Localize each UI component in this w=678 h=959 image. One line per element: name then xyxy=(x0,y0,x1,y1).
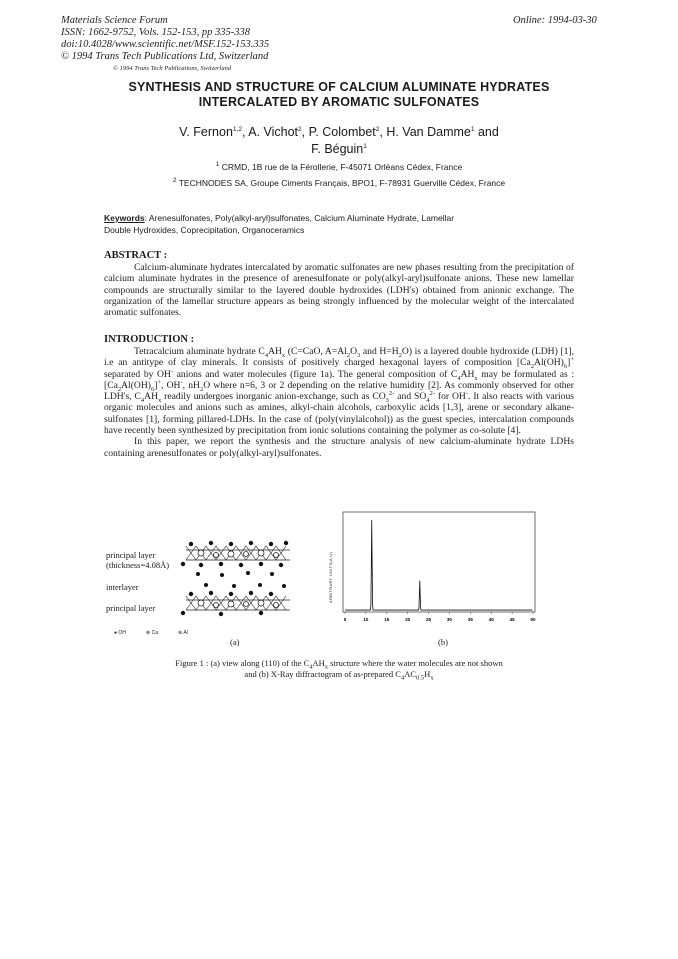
affiliation-1: $^1$ CRMD, 1B rue de la Férollerie, F-45071 Orléans Cédex, France xyxy=(215,161,463,172)
x-tick-label-30: 30 xyxy=(446,617,452,622)
keywords-label: Keywords xyxy=(104,213,145,223)
x-tick-label-5: 5 xyxy=(343,617,347,622)
abstract-heading: ABSTRACT : xyxy=(104,250,168,261)
x-tick-label-35: 35 xyxy=(467,617,473,622)
label-principal-layer-2: principal layer xyxy=(106,603,156,613)
affiliation-2: $^2$ TECHNODES SA, Groupe Ciments Français, BPO1, F-78931 Guerville Cédex, France xyxy=(172,177,506,188)
authors-line-2: F. Béguin$^1$ xyxy=(311,142,367,156)
figure-caption xyxy=(100,658,578,680)
title-line-2: INTERCALATED BY AROMATIC SULFONATES xyxy=(198,94,480,109)
legend-ca: ⊗ Ca xyxy=(146,630,158,636)
original-copyright: © 1994 Trans Tech Publications, Switzerland xyxy=(113,65,232,72)
x-tick-label-15: 15 xyxy=(384,617,390,622)
label-principal-layer: principal layer xyxy=(106,550,156,560)
legend-al: ⊛ Al xyxy=(178,630,188,636)
authors xyxy=(60,124,618,158)
x-tick-label-20: 20 xyxy=(405,617,411,622)
doi-line: doi:10.4028/www.scientific.net/MSF.152-153.335 xyxy=(61,39,270,50)
structure-schematic xyxy=(178,538,302,618)
paper-title xyxy=(60,80,618,109)
series-line xyxy=(345,520,533,610)
intro-paragraph-2: In this paper, we report the synthesis and the structure analysis of new calcium-aluminate hydrate LDHs containing arenesulfonates or poly(alkyl-aryl)sulfonates. xyxy=(104,436,574,459)
chart-ylabel: ARBITRARY UNITS(A.U) xyxy=(328,551,333,603)
title-line-1: SYNTHESIS AND STRUCTURE OF CALCIUM ALUMINATE HYDRATES xyxy=(128,80,550,94)
interlayer-ions xyxy=(196,571,286,588)
panel-a-label: (a) xyxy=(230,637,240,647)
x-tick-label-50: 50 xyxy=(530,617,536,622)
legend-oh: ● OH xyxy=(114,630,126,636)
introduction-body xyxy=(104,346,574,459)
keywords-line-2: Double Hydroxides, Coprecipitation, Organoceramics xyxy=(104,224,305,235)
publisher-line: © 1994 Trans Tech Publications Ltd, Switzerland xyxy=(61,51,269,62)
introduction-heading: INTRODUCTION : xyxy=(104,334,195,345)
panel-b-label: (b) xyxy=(438,637,448,647)
label-interlayer: interlayer xyxy=(106,582,139,592)
caption-line-1: Figure 1 : (a) view along (110) of the $C_4AH_x$ structure where the water molecules are not shown xyxy=(175,658,503,671)
x-tick-labels xyxy=(344,617,536,622)
x-tick-label-40: 40 xyxy=(488,617,494,622)
keywords: Keywords: Arenesulfonates, Poly(alkyl-aryl)sulfonates, Calcium Aluminate Hydrate, Lamellar Double Hydroxides, Coprecipitation, Organoceramics xyxy=(104,213,574,236)
intro-paragraph-1: Tetracalcium aluminate hydrate $C_4AH_x$ (C=CaO, $A=Al_2O_3$ and $H=H_2O$) is a layered double hydroxide (LDH) [1], i.e an antitype of clay minerals. It consists of positively charged hexagonal layers of composition $[Ca_2Al(OH)_6]^+$ separated by OH- anions and water molecules (figure 1a). The general composition of $C_4AH_x$ may be formulated as : $[Ca_2Al(OH)_6]^+$, OH-, $nH_2O$ where n=6, 3 or 2 depending on the relative humidity [2]. As commonly observed for other LDH's, $C_4AH_x$ readily undergoes inorganic anion-exchange, such as $CO_3^{2-}$ and $SO_4^{2-}$ for OH-. It also reacts with various organic molecules and anions such as amines, alkyl-chain alcohols, carboxylic acids [1,3], arene or secondary alkane-sulfonates [1], forming pillared-LDHs. In the case of (poly(vinylalcohol)) as the guest species, intercalation compounds have recently been synthesized by precipitation from ionic solutions containing the polymer as co-solute [4]. xyxy=(104,346,574,437)
x-tick-label-45: 45 xyxy=(509,617,515,622)
online-date: Online: 1994-03-30 xyxy=(513,15,597,26)
label-thickness: (thickness=4.08Å) xyxy=(106,560,170,570)
caption-line-2: and (b) X-Ray diffractogram of as-prepared $C_4AC_{0.5}H_x$ xyxy=(244,669,434,682)
xrd-chart xyxy=(333,508,543,626)
journal-name: Materials Science Forum xyxy=(61,15,168,26)
x-tick-label-10: 10 xyxy=(363,617,369,622)
authors-line-1: V. Fernon$^{1,2}$, A. Vichot$^2$, P. Colombet$^2$, H. Van Damme$^1$ and xyxy=(179,125,499,139)
issn-line: ISSN: 1662-9752, Vols. 152-153, pp 335-338 xyxy=(61,27,250,38)
x-tick-label-25: 25 xyxy=(426,617,432,622)
keywords-line-1: Arenesulfonates, Poly(alkyl-aryl)sulfonates, Calcium Aluminate Hydrate, Lamellar xyxy=(148,213,455,223)
principal-layer-top xyxy=(181,541,290,567)
principal-layer-bottom xyxy=(181,591,290,616)
abstract-body: Calcium-aluminate hydrates intercalated by aromatic sulfonates are new phases resulting from the precipitation of calcium aluminate hydrates in the presence of arenesulfonate or poly(alkyl-aryl)sulfonate anions. These new lamellar compounds are structurally similar to the layered double hydroxides (LDH's) obtained from anionic exchange. The organization of the lamellar structure appears as being strongly influenced by the molecular weight of the intercalated aromatic sulfonates. xyxy=(104,262,574,319)
